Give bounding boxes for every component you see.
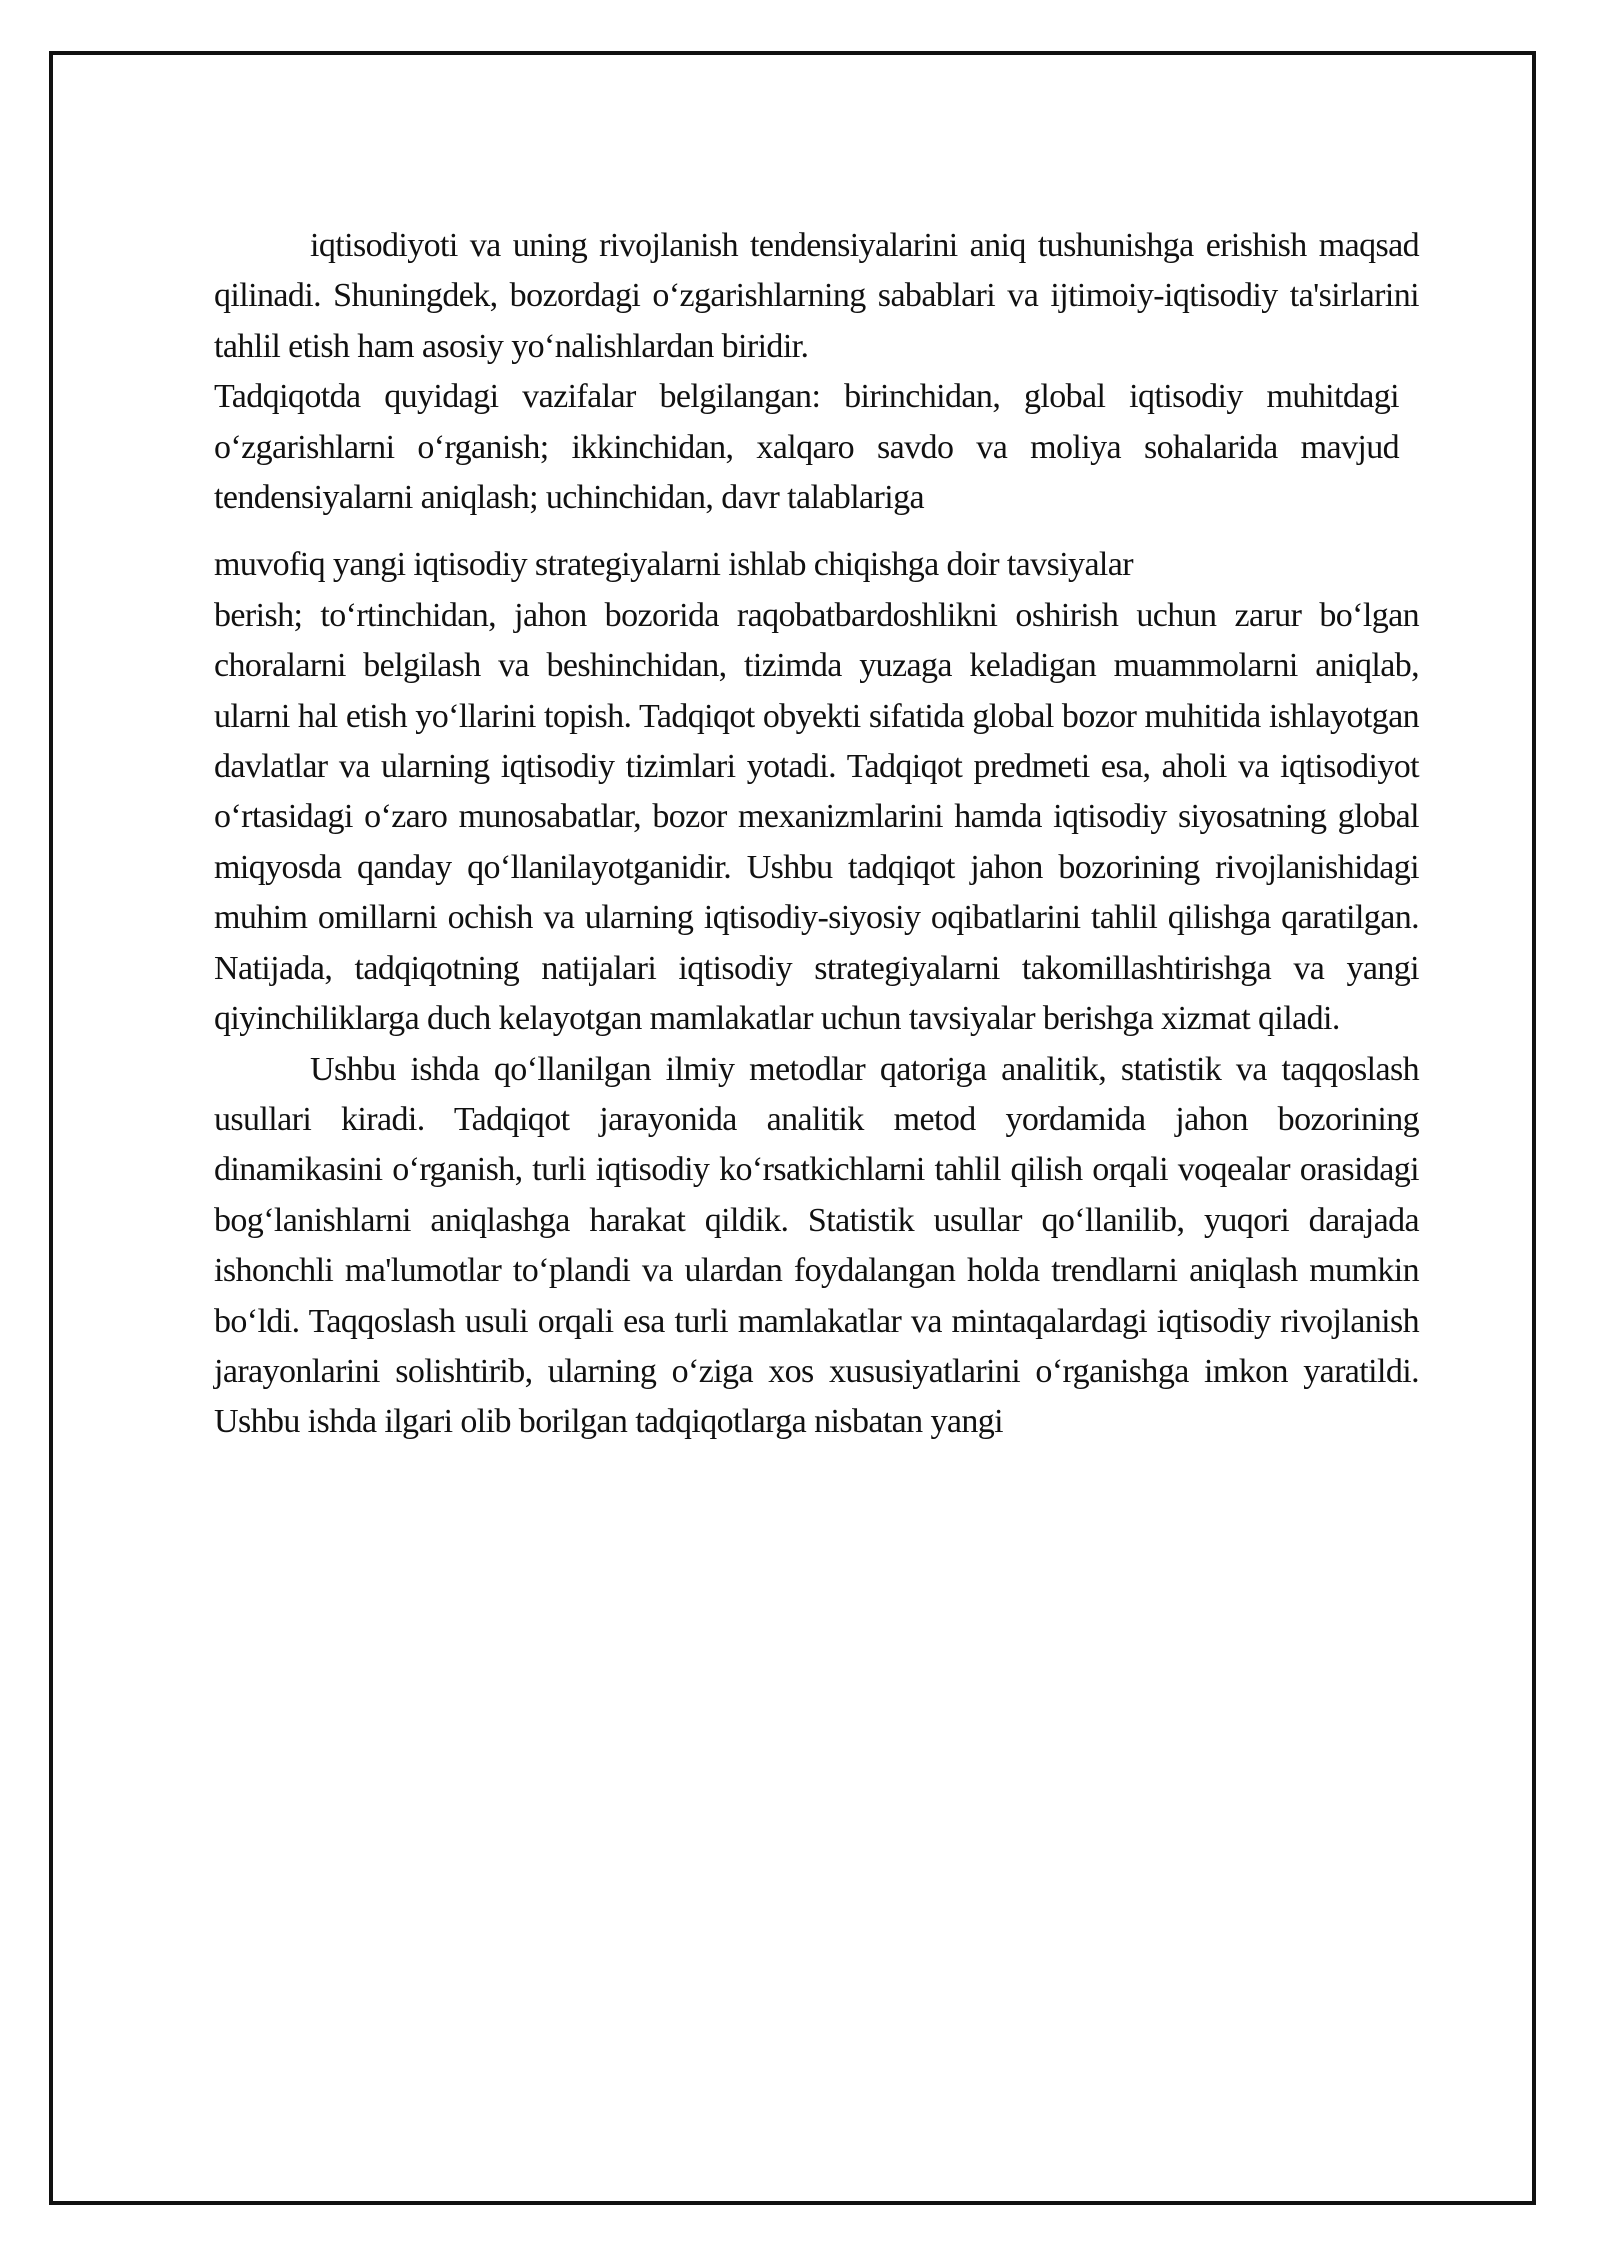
- paragraph-3: muvofiq yangi iqtisodiy strategiyalarni ishlab chiqishga doir tavsiyalar: [214, 546, 1133, 584]
- paragraph-5: Ushbu ishda qo‘llanilgan ilmiy metodlar qatoriga analitik, statistik va taqqoslash usullari kiradi. Tadqiqot jarayonida analitik metod yordamida jahon bozorining dinamikasini o‘rganish, turli iqtisodiy ko‘rsatkichlarni tahlil qilish orqali voqealar orasidagi bog‘lanishlarni aniqlashga harakat qildik. Statistik usullar qo‘llanilib, yuqori darajada ishonchli ma'lumotlar to‘plandi va ulardan foydalangan holda trendlarni aniqlash mumkin bo‘ldi. Taqqoslash usuli orqali esa turli mamlakatlar va mintaqalardagi iqtisodiy rivojlanish jarayonlarini solishtirib, ularning o‘ziga xos xususiyatlarini o‘rganishga imkon yaratildi. Ushbu ishda ilgari olib borilgan tadqiqotlarga nisbatan yangi: [214, 1050, 1419, 1441]
- paragraph-1: iqtisodiyoti va uning rivojlanish tendensiyalarini aniq tushunishga erishish maqsad qilinadi. Shuningdek, bozordagi o‘zgarishlarning sabablari va ijtimoiy-iqtisodiy ta'sirlarini tahlil etish ham asosiy yo‘nalishlardan biridir.: [214, 227, 1419, 365]
- paragraph-4: berish; to‘rtinchidan, jahon bozorida raqobatbardoshlikni oshirish uchun zarur bo‘lgan choralarni belgilash va beshinchidan, tizimda yuzaga keladigan muammolarni aniqlab, ularni hal etish yo‘llarini topish. Tadqiqot obyekti sifatida global bozor muhitida ishlayotgan davlatlar va ularning iqtisodiy tizimlari yotadi. Tadqiqot predmeti esa, aholi va iqtisodiyot o‘rtasidagi o‘zaro munosabatlar, bozor mexanizmlarini hamda iqtisodiy siyosatning global miqyosda qanday qo‘llanilayotganidir. Ushbu tadqiqot jahon bozorining rivojlanishidagi muhim omillarni ochish va ularning iqtisodiy-siyosiy oqibatlarini tahlil qilishga qaratilgan. Natijada, tadqiqotning natijalari iqtisodiy strategiyalarni takomillashtirishga va yangi qiyinchiliklarga duch kelayotgan mamlakatlar uchun tavsiyalar berishga xizmat qiladi.: [214, 596, 1419, 1038]
- paragraph-2: Tadqiqotda quyidagi vazifalar belgilangan: birinchidan, global iqtisodiy muhitdagi o‘zgarishlarni o‘rganish; ikkinchidan, xalqaro savdo va moliya sohalarida mavjud tendensiyalarni aniqlash; uchinchidan, davr talablariga: [214, 378, 1399, 517]
- document-body: [214, 221, 1419, 1448]
